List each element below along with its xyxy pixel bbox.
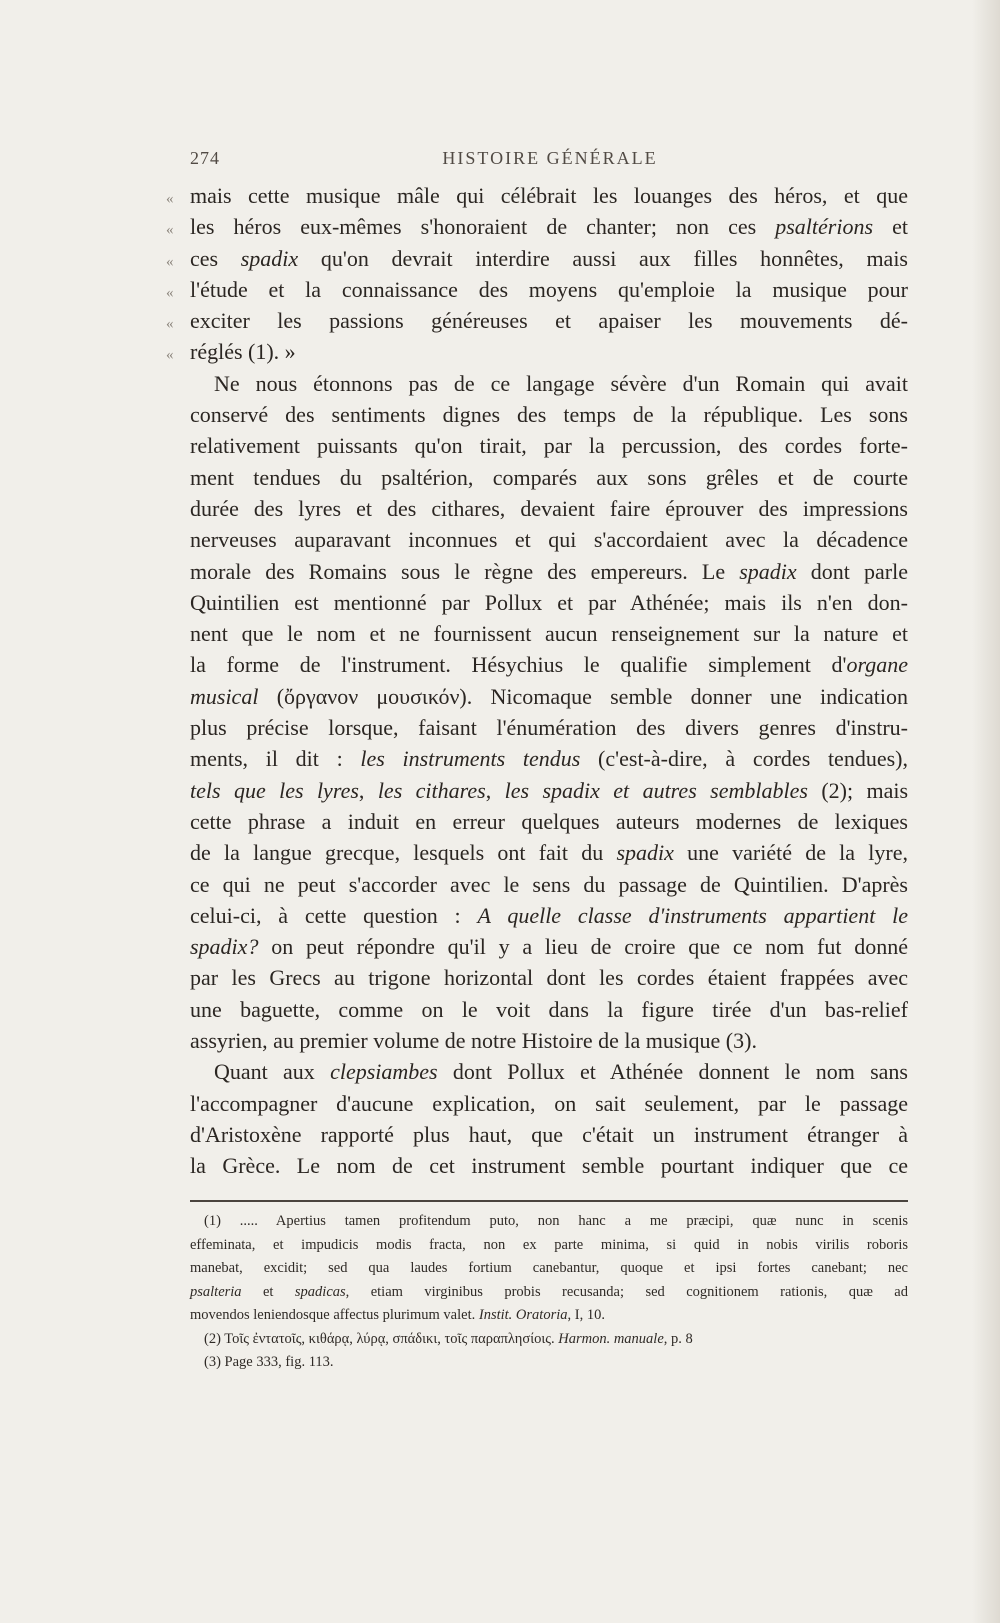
footnotes (190, 1210, 908, 1375)
body-line: de la langue grecque, lesquels ont fait du spadix une variété de la lyre, (190, 840, 908, 866)
body-line: Ne nous étonnons pas de ce langage sévère d'un Romain qui avait (214, 370, 908, 396)
body-line: la forme de l'instrument. Hésychius le qualifie simplement d'organe (190, 652, 908, 678)
quote-mark: « (166, 222, 174, 239)
page-number: 274 (190, 148, 220, 168)
body-line: nerveuses auparavant inconnues et qui s'accordaient avec la décadence (190, 527, 908, 553)
footnote-line: (3) Page 333, fig. 113. (204, 1354, 334, 1370)
body-line: plus précise lorsque, faisant l'énumération des divers genres d'instru- (190, 715, 908, 741)
footnote-line: (2) Τοῖς ἐντατοῖς, κιθάρᾳ, λύρᾳ, σπάδικι, τοῖς παραπλησίοις. Harmon. manuale, p. 8 (204, 1330, 693, 1347)
body-line: nent que le nom et ne fournissent aucun renseignement sur la nature et (190, 621, 908, 647)
body-line: ce qui ne peut s'accorder avec le sens du passage de Quintilien. D'après (190, 871, 908, 897)
body-line: celui-ci, à cette question : A quelle classe d'instruments appartient le (190, 902, 909, 928)
body-line: « réglés (1). » (190, 336, 908, 367)
footnote-line: manebat, excidit; sed qua laudes fortium canebantur, quoque et ipsi fortes canebant; nec (190, 1260, 908, 1276)
body-line: « les héros eux-mêmes s'honoraient de chanter; non ces psaltérions et (190, 211, 908, 242)
body-line: durée des lyres et des cithares, devaient faire éprouver des impressions (190, 495, 908, 521)
quote-mark: « (166, 191, 174, 207)
footnote-line: psalteria et spadicas, etiam virginibus probis recusanda; sed cognitionem rationis, quæ ad (190, 1283, 908, 1300)
body-line: d'Aristoxène rapporté plus haut, que c'était un instrument étranger à (190, 1121, 908, 1147)
body-line: cette phrase a induit en erreur quelques auteurs modernes de lexiques (190, 808, 908, 834)
body-line: spadix? on peut répondre qu'il y a lieu de croire que ce nom fut donné (190, 934, 908, 960)
body-text (166, 180, 909, 1182)
body-line: la Grèce. Le nom de cet instrument semble pourtant indiquer que ce (190, 1153, 908, 1179)
body-line: « mais cette musique mâle qui célébrait les louanges des héros, et que (190, 180, 908, 211)
body-line: « ces spadix qu'on devrait interdire aussi aux filles honnêtes, mais (190, 243, 908, 274)
quote-mark: « (166, 316, 174, 333)
quote-mark: « (166, 284, 174, 301)
footnote-line: effeminata, et impudicis modis fracta, non ex parte minima, si quid in nobis virilis roboris (190, 1236, 908, 1253)
body-line: Quant aux clepsiambes dont Pollux et Athénée donnent le nom sans (214, 1059, 908, 1085)
body-line: ments, il dit : les instruments tendus (c'est-à-dire, à cordes tendues), (190, 746, 908, 772)
body-line: conservé des sentiments dignes des temps de la république. Les sons (190, 402, 908, 428)
body-line: relativement puissants qu'on tirait, par la percussion, des cordes forte- (190, 433, 908, 459)
footnote-divider (190, 1200, 908, 1202)
quote-mark: « (166, 347, 174, 364)
body-line: assyrien, au premier volume de notre Histoire de la musique (3). (190, 1028, 757, 1054)
running-title: HISTOIRE GÉNÉRALE (442, 148, 658, 168)
body-line: « exciter les passions généreuses et apaiser les mouvements dé- (190, 305, 908, 336)
body-line: « l'étude et la connaissance des moyens qu'emploie la musique pour (190, 274, 908, 305)
quote-mark: « (166, 253, 174, 270)
footnote-line: (1) ..... Apertius tamen profitendum puto, non hanc a me præcipi, quæ nunc in scenis (204, 1213, 908, 1229)
body-line: musical (ὄργανον μουσικόν). Nicomaque semble donner une indication (190, 683, 908, 709)
page-edge-shadow (972, 0, 1000, 1623)
body-line: une baguette, comme on le voit dans la figure tirée d'un bas-relief (190, 996, 908, 1022)
body-line: tels que les lyres, les cithares, les spadix et autres semblables (2); mais (190, 777, 909, 803)
body-line: morale des Romains sous le règne des empereurs. Le spadix dont parle (190, 558, 908, 584)
page-header (190, 148, 910, 174)
body-line: ment tendues du psaltérion, comparés aux sons grêles et de courte (190, 464, 908, 490)
body-line: l'accompagner d'aucune explication, on sait seulement, par le passage (190, 1090, 908, 1116)
body-line: Quintilien est mentionné par Pollux et par Athénée; mais ils n'en don- (190, 589, 908, 615)
body-line: par les Grecs au trigone horizontal dont les cordes étaient frappées avec (190, 965, 908, 991)
footnote-line: movendos leniendosque affectus plurimum valet. Instit. Oratoria, I, 10. (190, 1307, 605, 1323)
